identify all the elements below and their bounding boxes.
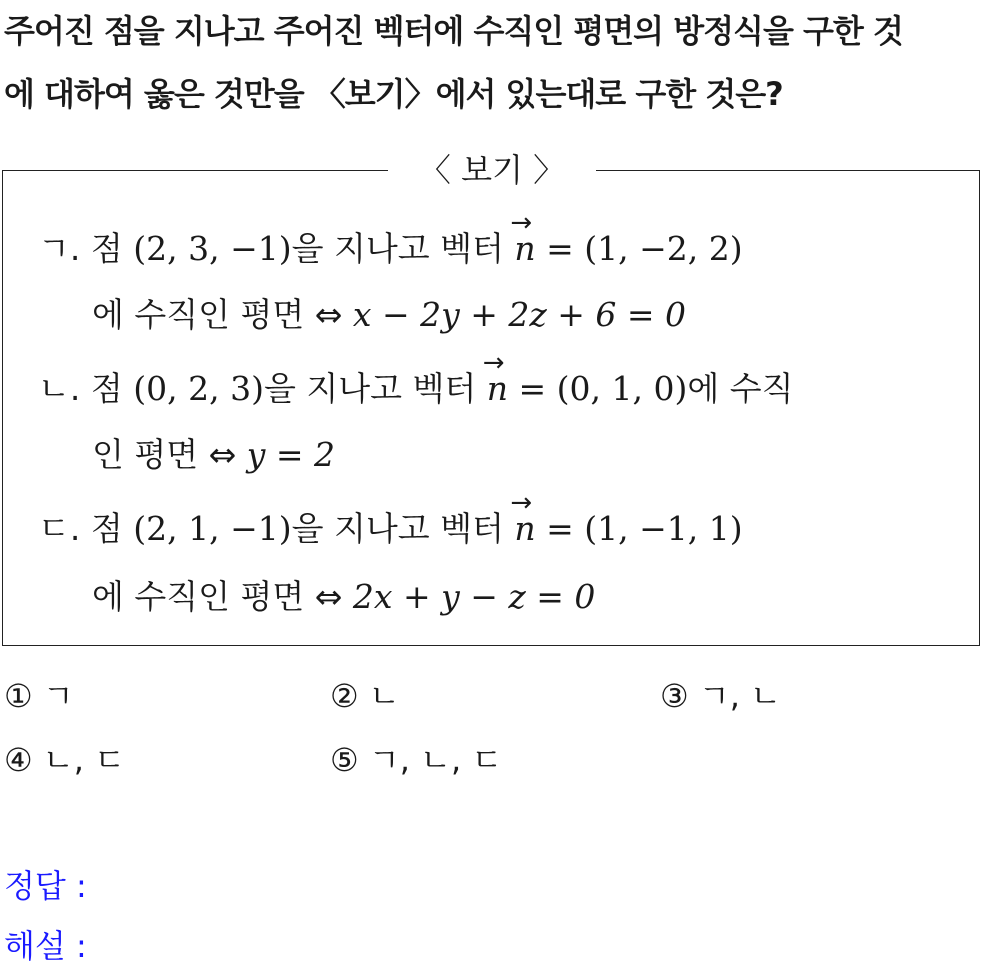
question-line-1: 주어진 점을 지나고 주어진 벡터에 수직인 평면의 방정식을 구한 것 xyxy=(4,12,903,50)
choice-number: ② xyxy=(330,677,359,715)
vector-arrow-icon: → xyxy=(510,488,533,518)
iff-icon: ⇔ xyxy=(314,577,343,616)
choice-3[interactable] xyxy=(660,674,781,718)
question-text xyxy=(4,0,989,126)
choice-2[interactable] xyxy=(330,674,400,718)
bogi-item-1-line-2 xyxy=(92,292,686,338)
item-equation: y = 2 xyxy=(246,435,336,474)
equals-sign: = xyxy=(546,509,574,548)
bogi-item-2-line-1 xyxy=(38,348,794,412)
item-point: (2, 1, −1) xyxy=(133,509,292,548)
item-point-word: 점 xyxy=(90,509,123,548)
item-particle: 을 지나고 벡터 xyxy=(263,369,477,408)
item-equation: x − 2y + 2z + 6 = 0 xyxy=(352,295,687,334)
choice-1[interactable] xyxy=(4,674,74,718)
item-point-word: 점 xyxy=(90,229,123,268)
item-vector: (0, 1, 0) xyxy=(556,369,688,408)
bogi-item-3-line-1 xyxy=(38,488,743,552)
question-line-2: 에 대하여 옳은 것만을 〈보기〉에서 있는대로 구한 것은? xyxy=(4,75,783,113)
item-line2-text: 에 수직인 평면 xyxy=(92,577,305,616)
bogi-item-3-line-2 xyxy=(92,574,595,620)
item-marker: ㄷ. xyxy=(38,509,81,548)
iff-icon: ⇔ xyxy=(208,435,237,474)
bogi-item-2-line-2 xyxy=(92,432,335,478)
item-marker: ㄴ. xyxy=(38,369,81,408)
explanation-label: 해설 : xyxy=(4,927,87,965)
choice-number: ① xyxy=(4,677,33,715)
equals-sign: = xyxy=(518,369,547,408)
item-vector: (1, −1, 1) xyxy=(584,509,743,548)
choice-text: ㄱ xyxy=(42,677,74,715)
choice-number: ④ xyxy=(4,741,33,779)
vector-arrow-icon: → xyxy=(510,208,533,238)
item-vector: (1, −2, 2) xyxy=(584,229,743,268)
vector-n: → n xyxy=(514,226,535,272)
choice-number: ⑤ xyxy=(330,741,359,779)
choice-number: ③ xyxy=(660,677,689,715)
vector-n: → n xyxy=(487,366,508,412)
choice-text: ㄴ xyxy=(368,677,400,715)
iff-icon: ⇔ xyxy=(314,295,343,334)
answer-label: 정답 : xyxy=(4,867,87,905)
choice-5[interactable] xyxy=(330,738,502,782)
choice-text: ㄱ, ㄴ, ㄷ xyxy=(368,741,503,779)
equals-sign: = xyxy=(546,229,574,268)
item-point: (0, 2, 3) xyxy=(133,369,264,408)
choice-text: ㄴ, ㄷ xyxy=(42,741,126,779)
choice-4[interactable] xyxy=(4,738,125,782)
item-particle: 을 지나고 벡터 xyxy=(291,509,504,548)
item-marker: ㄱ. xyxy=(38,229,81,268)
item-point: (2, 3, −1) xyxy=(133,229,292,268)
vector-n: → n xyxy=(514,506,535,552)
item-point-word: 점 xyxy=(90,369,123,408)
item-line2-text: 인 평면 xyxy=(92,435,199,474)
item-line2-text: 에 수직인 평면 xyxy=(92,295,305,334)
item-particle: 을 지나고 벡터 xyxy=(291,229,504,268)
bogi-item-1-line-1 xyxy=(38,208,743,272)
bogi-title: 〈 보기 〉 xyxy=(388,143,596,197)
vector-arrow-icon: → xyxy=(482,348,505,378)
item-tail: 에 수직 xyxy=(687,369,794,408)
item-equation: 2x + y − z = 0 xyxy=(352,577,596,616)
choice-text: ㄱ, ㄴ xyxy=(698,677,782,715)
